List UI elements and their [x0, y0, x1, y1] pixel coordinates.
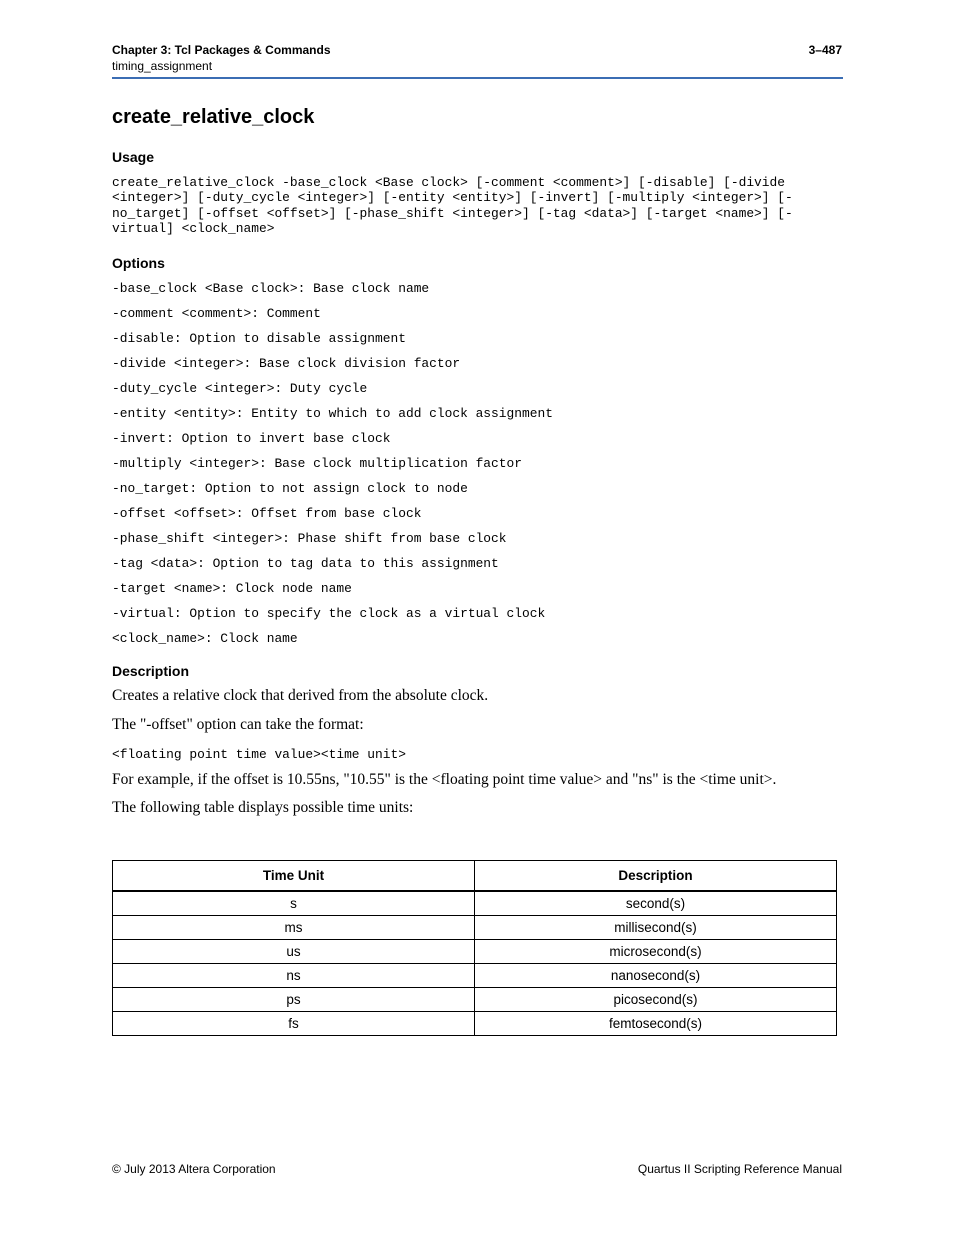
- description-cell: femtosecond(s): [475, 1012, 837, 1036]
- option-item: -multiply <integer>: Base clock multiplication factor: [112, 456, 522, 471]
- option-item: -invert: Option to invert base clock: [112, 431, 391, 446]
- usage-syntax: create_relative_clock -base_clock <Base clock> [-comment <comment>] [-disable] [-divide <integer>] [-duty_cycle <integer>] [-entity <entity>] [-invert] [-multiply <integer>] [-no_target] [-offset <offset>] [-phase_shift <integer>] [-tag <data>] [-target <name>] [-virtual] <clock_name>: [112, 175, 793, 237]
- column-header-time-unit: Time Unit: [113, 861, 475, 892]
- time-unit-cell: s: [113, 891, 475, 916]
- description-heading: Description: [112, 663, 190, 679]
- usage-heading: Usage: [112, 149, 155, 165]
- description-cell: millisecond(s): [475, 916, 837, 940]
- table-row: [113, 964, 837, 988]
- option-item: -target <name>: Clock node name: [112, 581, 352, 596]
- time-unit-cell: us: [113, 940, 475, 964]
- description-paragraph: Creates a relative clock that derived from the absolute clock.: [112, 687, 489, 704]
- option-item: -offset <offset>: Offset from base clock: [112, 506, 422, 521]
- option-item: -duty_cycle <integer>: Duty cycle: [112, 381, 368, 396]
- table-header-row: [113, 861, 837, 892]
- page-number: 3–487: [808, 43, 842, 57]
- format-code: <floating point time value><time unit>: [112, 747, 406, 762]
- option-item: <clock_name>: Clock name: [112, 631, 298, 646]
- option-item: -divide <integer>: Base clock division factor: [112, 356, 461, 371]
- command-title: create_relative_clock: [112, 106, 315, 128]
- subsection-name: timing_assignment: [112, 59, 213, 73]
- description-cell: second(s): [475, 891, 837, 916]
- description-paragraph: The "-offset" option can take the format:: [112, 716, 364, 733]
- options-heading: Options: [112, 255, 165, 271]
- option-item: -base_clock <Base clock>: Base clock name: [112, 281, 430, 296]
- description-cell: picosecond(s): [475, 988, 837, 1012]
- time-units-table: [112, 860, 837, 1036]
- time-unit-cell: ps: [113, 988, 475, 1012]
- time-unit-cell: fs: [113, 1012, 475, 1036]
- time-unit-cell: ns: [113, 964, 475, 988]
- manual-title: Quartus II Scripting Reference Manual: [637, 1162, 842, 1176]
- options-list: [112, 281, 553, 656]
- copyright-notice: © July 2013 Altera Corporation: [112, 1162, 276, 1176]
- option-item: -phase_shift <integer>: Phase shift from base clock: [112, 531, 507, 546]
- table-row: [113, 891, 837, 916]
- description-paragraph: For example, if the offset is 10.55ns, "10.55" is the <floating point time value> and "ns" is the <time unit>.: [112, 771, 777, 788]
- option-item: -disable: Option to disable assignment: [112, 331, 406, 346]
- table-row: [113, 988, 837, 1012]
- description-paragraph: The following table displays possible time units:: [112, 799, 414, 816]
- description-cell: microsecond(s): [475, 940, 837, 964]
- option-item: -no_target: Option to not assign clock to node: [112, 481, 468, 496]
- table-row: [113, 1012, 837, 1036]
- column-header-description: Description: [475, 861, 837, 892]
- header-rule: [112, 77, 843, 79]
- table-row: [113, 916, 837, 940]
- time-unit-cell: ms: [113, 916, 475, 940]
- option-item: -virtual: Option to specify the clock as a virtual clock: [112, 606, 546, 621]
- table-row: [113, 940, 837, 964]
- option-item: -comment <comment>: Comment: [112, 306, 321, 321]
- option-item: -tag <data>: Option to tag data to this assignment: [112, 556, 499, 571]
- chapter-title: Chapter 3: Tcl Packages & Commands: [112, 43, 331, 57]
- option-item: -entity <entity>: Entity to which to add clock assignment: [112, 406, 553, 421]
- description-cell: nanosecond(s): [475, 964, 837, 988]
